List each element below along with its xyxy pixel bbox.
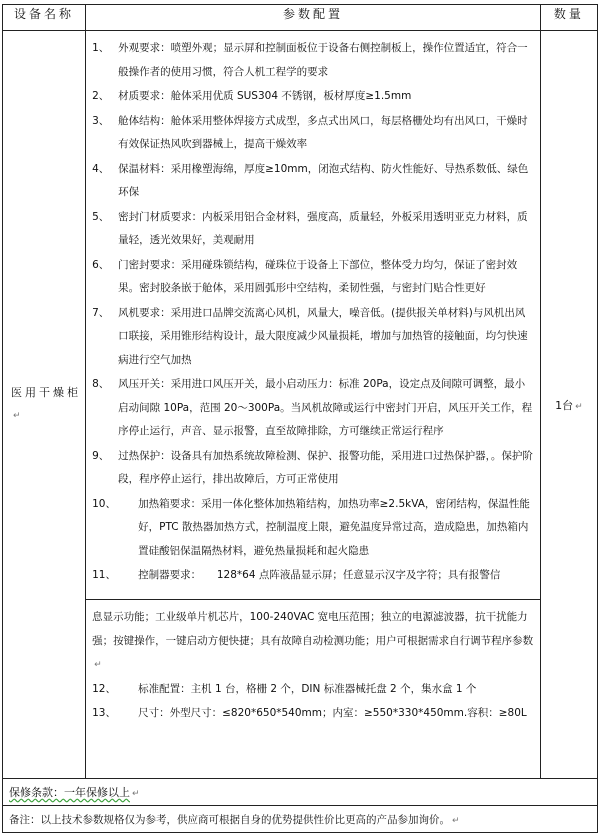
spec-item-text: 舱体结构：舱体采用整体焊接方式成型，多点式出风口，每层格栅处均有出风口，干燥时有效保证热风吹到器械上，提高干燥效率: [118, 114, 528, 150]
spec-item-text: 密封门材质要求：内板采用铝合金材料，强度高，质量轻，外板采用透明亚克力材料，质量轻，透光效果好，美观耐用: [118, 210, 528, 246]
continuation-text: 息显示功能；工业级单片机芯片，100-240VAC 宽电压范围；独立的电源滤波器，抗干扰能力强；按键操作，一键启动方便快捷；具有故障自动检测功能；用户可根据需求自行调节程序参数↵: [92, 611, 534, 670]
warranty-cell: 保修条款：一年保修以上 ↵: [3, 779, 598, 806]
spec-item-text: 控制器要求： 128*64 点阵液晶显示屏；任意显示汉字及字符；具有报警信: [138, 569, 501, 581]
spec-item-number: 2、: [92, 90, 110, 102]
device-name-cell: 医用干燥柜↵: [3, 31, 86, 779]
spec-items-cell-2: [86, 600, 541, 779]
header-row: [3, 5, 598, 31]
spec-item: [92, 702, 534, 726]
spec-item: [92, 206, 534, 253]
note-row: [3, 806, 598, 833]
spec-item-text: 风压开关：采用进口风压开关，最小启动压力：标准 20Pa，设定点及间隙可调整，最小启动间隙 10Pa，范围 20～300Pa。当风机故障或运行中密封门开启，风压开关工作，程序停止运行，声音、显示报警，直至故障排除，方可继续正常运行程序: [118, 378, 533, 437]
spec-table: [2, 4, 598, 833]
spec-items-cell: [86, 31, 541, 600]
spec-item: [92, 254, 534, 301]
note-text: 备注：以上技术参数规格仅为参考，供应商可根据自身的优势提供性价比更高的产品参加询价。: [9, 813, 450, 826]
spec-item-number: 11、: [92, 569, 116, 581]
spec-item: [92, 302, 534, 373]
spec-item: [92, 445, 534, 492]
spec-item-number: 7、: [92, 306, 110, 319]
warranty-row: [3, 779, 598, 806]
quantity-value: 1台: [555, 398, 574, 412]
warranty-text: 保修条款：一年保修以上: [9, 786, 130, 799]
spec-row-1: [3, 31, 598, 600]
spec-item-text: 门密封要求：采用碰珠锁结构，碰珠位于设备上下部位，整体受力均匀，保证了密封效果。密封胶条嵌于舱体，采用圆弧形中空结构，柔韧性强，与密封门贴合性更好: [118, 258, 518, 294]
spec-item-number: 10、: [92, 497, 116, 510]
spec-item-number: 9、: [92, 449, 110, 462]
spec-item-number: 5、: [92, 210, 110, 223]
spec-item-number: 13、: [92, 707, 116, 719]
spec-item: [92, 678, 534, 702]
spec-item: [92, 493, 534, 564]
spec-item-number: 6、: [92, 258, 110, 271]
spec-item-text: 加热箱要求：采用一体化整体加热箱结构，加热功率≥2.5kVA，密闭结构，保温性能好，PTC 散热器加热方式，控制温度上限，避免温度异常过高，造成隐患，加热箱内置硅酸铝保温隔热材料，避免热量损耗和起火隐患: [138, 497, 530, 557]
spec-item-text: 保温材料：采用橡塑海绵，厚度≥10mm，闭泡式结构、防火性能好、导热系数低、绿色环保: [118, 162, 529, 198]
spec-item-number: 8、: [92, 378, 110, 390]
spec-item: [92, 564, 534, 588]
spec-item-text: 尺寸：外型尺寸：≤820*650*540mm；内室：≥550*330*450mm.容积：≥80L: [138, 707, 527, 719]
spec-item-number: 1、: [92, 42, 110, 54]
spec-item-text: 标准配置：主机 1 台，格栅 2 个，DIN 标准器械托盘 2 个，集水盒 1 个: [138, 682, 477, 695]
spec-item: [92, 373, 534, 444]
spec-item-text: 风机要求：采用进口品牌交流离心风机，风量大，噪音低。(提供报关单材料)与风机出风口联接，采用锥形结构设计，最大限度减少风量损耗，增加与加热管的接触面，均匀快速病进行空气加热: [118, 306, 528, 366]
note-cell: 备注：以上技术参数规格仅为参考，供应商可根据自身的优势提供性价比更高的产品参加询价。 ↵: [3, 806, 598, 833]
spec-item: [92, 37, 534, 84]
spec-item-number: 4、: [92, 162, 110, 175]
spec-item-text: 材质要求：舱体采用优质 SUS304 不锈钢，板材厚度≥1.5mm: [118, 90, 412, 102]
quantity-cell: 1台 ↵: [540, 31, 597, 779]
spec-row-2: [3, 600, 598, 779]
spec-item: [92, 85, 534, 109]
spec-item: [92, 110, 534, 157]
header-quantity: 数量: [540, 5, 597, 31]
spec-item: [92, 158, 534, 205]
device-name: 医用干燥柜: [11, 386, 81, 399]
spec-item-text: 外观要求：喷塑外观；显示屏和控制面板位于设备右侧控制板上，操作位置适宜，符合一般操作者的使用习惯，符合人机工程学的要求: [118, 42, 528, 78]
spec-item-number: 3、: [92, 114, 110, 127]
header-params: 参数配置: [86, 5, 541, 31]
header-device-name: 设备名称: [3, 5, 86, 31]
spec-item-text: 过热保护：设备具有加热系统故障检测、保护、报警功能，采用进口过热保护器，。保护阶段，程序停止运行，排出故障后，方可正常使用: [118, 449, 533, 485]
spec-item-number: 12、: [92, 682, 116, 695]
spec-items-list-2: [92, 678, 534, 726]
spec-items-list: [92, 37, 534, 588]
